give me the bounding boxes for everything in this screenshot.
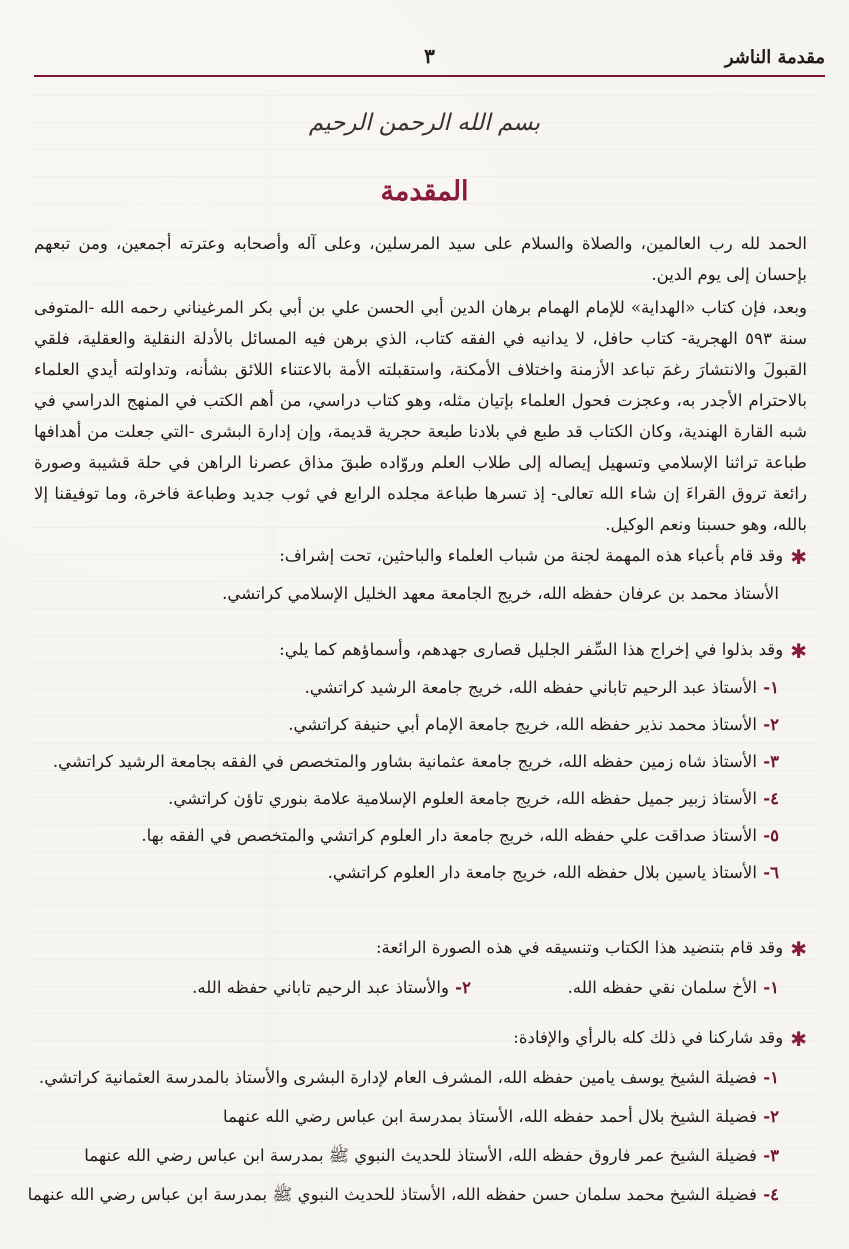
- basmala: بسم الله الرحمن الرحيم: [308, 110, 541, 136]
- list-item: ٣-الأستاذ شاه زمين حفظه الله، خريج جامعة عثمانية بشاور والمتخصص في الفقه بجامعة الرشيد كراتشي.: [52, 751, 779, 771]
- workers-intro: وقد بذلوا في إخراج هذا السِّفر الجليل قصارى جهدهم، وأسماؤهم كما يلي:: [279, 640, 784, 659]
- list-item: ٥-الأستاذ صداقت علي حفظه الله، خريج جامعة دار العلوم كراتشي والمتخصص في الفقه بها.: [141, 825, 779, 845]
- asterisk-icon: ✱: [790, 639, 807, 663]
- list-item: ٣-فضيلة الشيخ عمر فاروق حفظه الله، الأستاذ للحديث النبوي ﷺ بمدرسة ابن عباس رضي الله عنهما: [84, 1145, 779, 1165]
- advisers-intro-line: [34, 1024, 807, 1053]
- asterisk-icon: ✱: [790, 545, 807, 569]
- asterisk-icon: ✱: [790, 1027, 807, 1051]
- header-rule: [34, 75, 825, 77]
- workers-section: [34, 636, 807, 887]
- supervisor-line: الأستاذ محمد بن عرفان حفظه الله، خريج الجامعة معهد الخليل الإسلامي كراتشي.: [222, 584, 779, 603]
- list-item: ٢-فضيلة الشيخ بلال أحمد حفظه الله، الأستاذ بمدرسة ابن عباس رضي الله عنهما: [223, 1106, 779, 1126]
- design-intro: وقد قام بتنضيد هذا الكتاب وتنسيقه في هذه الصورة الرائعة:: [375, 938, 784, 957]
- list-item: ٤-فضيلة الشيخ محمد سلمان حسن حفظه الله، الأستاذ للحديث النبوي ﷺ بمدرسة ابن عباس رضي الله عنهما: [27, 1184, 779, 1204]
- page-header: [34, 44, 825, 77]
- committee-section: [34, 542, 807, 608]
- design-intro-line: [34, 934, 807, 963]
- list-item: ٤-الأستاذ زبير جميل حفظه الله، خريج جامعة العلوم الإسلامية علامة بنوري تاؤن كراتشي.: [168, 788, 779, 808]
- list-item: ١-الأستاذ عبد الرحيم تاباني حفظه الله، خريج جامعة الرشيد كراتشي.: [304, 677, 779, 697]
- workers-intro-line: [34, 636, 807, 665]
- list-item: ١-فضيلة الشيخ يوسف يامين حفظه الله، المشرف العام لإدارة البشرى والأستاذ بالمدرسة العثمانية كراتشي.: [38, 1067, 779, 1087]
- committee-intro: وقد قام بأعباء هذه المهمة لجنة من شباب العلماء والباحثين، تحت إشراف:: [279, 546, 784, 565]
- committee-intro-line: [34, 542, 807, 571]
- asterisk-icon: ✱: [790, 937, 807, 961]
- page-number: ٣: [424, 44, 435, 68]
- paragraph-opening: الحمد لله رب العالمين، والصلاة والسلام على سيد المرسلين، وعلى آله وأصحابه وعترته أجمعين، ومن تبعهم بإحسان إلى يوم الدين.: [34, 234, 807, 284]
- page-title: المقدمة: [380, 176, 469, 207]
- list-item: ٦-الأستاذ ياسين بلال حفظه الله، خريج جامعة دار العلوم كراتشي.: [327, 862, 779, 882]
- advisers-intro: وقد شاركنا في ذلك كله بالرأي والإفادة:: [513, 1028, 784, 1047]
- introduction-body: [34, 228, 807, 542]
- advisers-section: [27, 1024, 807, 1209]
- advisers-list: [27, 1063, 807, 1209]
- list-item: ٢-الأستاذ محمد نذير حفظه الله، خريج جامعة الإمام أبي حنيفة كراتشي.: [288, 714, 779, 734]
- design-section: [34, 934, 807, 1002]
- designers-line: ١-الأخ سلمان نقي حفظه الله. ٢-والأستاذ عبد الرحيم تاباني حفظه الله.: [192, 977, 779, 997]
- workers-list: [34, 673, 807, 887]
- paragraph-about-book: وبعد، فإن كتاب «الهداية» للإمام الهمام برهان الدين أبي الحسن علي بن أبي بكر المرغيناني رحمه الله -المتوفى سنة ٥٩٣ الهجرية- كتاب حافل، لا يدانيه في الفقه كتاب، الذي برهن فيه المسائل بالأدلة النقلية والعقلية، فلقي القبولَ والانتشارَ رغمَ تباعد الأزمنة واختلاف الأمكنة، واستقبلته الأمة بالاعتناء اللائق بشأنه، وتداولته أيدي العلماء بالاحترام الأجدر به، وعجزت فحول العلماء بإتيان مثله، وهو كتاب دراسي، من أهم الكتب في المنهج الدراسي في شبه القارة الهندية، وكان الكتاب قد طبع في بلادنا طبعة حجرية قديمة، وإن إدارة البشرى -التي جعلت من أهدافها طباعة تراثنا الإسلامي وتسهيل إيصاله إلى طلاب العلم وروّاده طبقَ مذاق عصرنا الراهن في حلة قشيبة وصورة رائعة تروق القراءَ إن شاء الله تعالى- إذ تسرها طباعة مجلده الرابع في ثوب جديد وطباعة فاخرة، وما توفيقنا إلا بالله، وهو حسبنا ونعم الوكيل.: [34, 298, 807, 534]
- running-head: مقدمة الناشر: [724, 47, 825, 68]
